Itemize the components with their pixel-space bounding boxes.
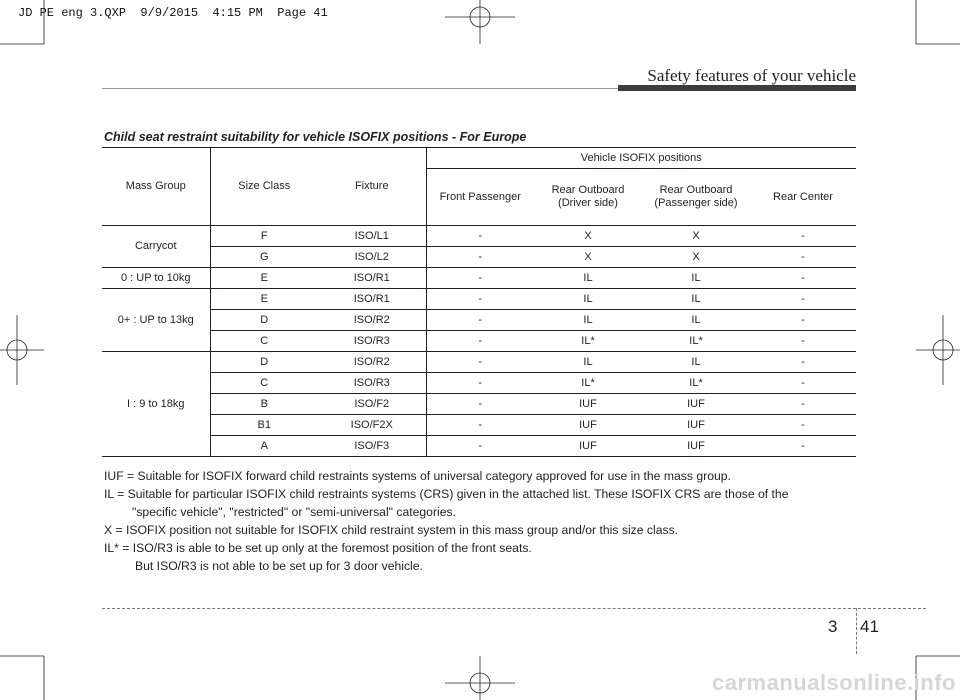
- table-cell: ISO/F3: [318, 436, 426, 457]
- table-cell: -: [426, 268, 534, 289]
- table-cell: D: [210, 310, 318, 331]
- table-cell: X: [642, 226, 750, 247]
- header-rear-outboard-driver-line1: Rear Outboard: [551, 184, 625, 196]
- table-row: [102, 394, 856, 415]
- legend-il-star-continued: But ISO/R3 is not able to be set up for 3 door vehicle.: [135, 559, 423, 573]
- table-cell: E: [210, 289, 318, 310]
- table-cell: D: [210, 352, 318, 373]
- table-cell: -: [750, 289, 856, 310]
- chapter-number: 3: [828, 617, 838, 636]
- mass-group-cell: Carrycot: [102, 226, 210, 268]
- table-cell: X: [534, 247, 642, 268]
- table-cell: IUF: [642, 436, 750, 457]
- mass-group-cell: I : 9 to 18kg: [102, 352, 210, 457]
- legend-il: IL = Suitable for particular ISOFIX child restraints systems (CRS) given in the attached list. These ISOFIX CRS are those of the: [104, 487, 789, 501]
- table-row: [102, 289, 856, 310]
- table-cell: IL*: [642, 331, 750, 352]
- table-cell: IUF: [534, 436, 642, 457]
- table-cell: ISO/R1: [318, 268, 426, 289]
- table-cell: -: [426, 436, 534, 457]
- table-cell: -: [426, 415, 534, 436]
- table-cell: IL: [534, 310, 642, 331]
- table-row: [102, 436, 856, 457]
- legend-x: X = ISOFIX position not suitable for ISOFIX child restraint system in this mass group and/or this size class.: [104, 523, 679, 537]
- header-rear-outboard-passenger-line2: (Passenger side): [654, 197, 738, 209]
- legend-il-continued: "specific vehicle", "restricted" or "semi-universal" categories.: [132, 505, 456, 519]
- table-cell: ISO/R3: [318, 331, 426, 352]
- legend-il-star: IL* = ISO/R3 is able to be set up only at the foremost position of the front seats.: [104, 541, 532, 555]
- table-cell: IL: [534, 289, 642, 310]
- table-cell: B: [210, 394, 318, 415]
- print-slug: JD PE eng 3.QXP 9/9/2015 4:15 PM Page 41: [18, 6, 328, 20]
- header-rear-outboard-passenger: [642, 169, 750, 226]
- footer-rule: [102, 608, 926, 609]
- table-cell: -: [750, 436, 856, 457]
- table-row: [102, 310, 856, 331]
- header-fixture: Fixture: [318, 148, 426, 226]
- table-cell: IL: [642, 310, 750, 331]
- table-cell: -: [750, 226, 856, 247]
- table-cell: ISO/R3: [318, 373, 426, 394]
- page-number-divider: [856, 608, 857, 654]
- section-title: Safety features of your vehicle: [647, 66, 856, 85]
- table-cell: -: [426, 373, 534, 394]
- table-cell: ISO/L2: [318, 247, 426, 268]
- table-cell: -: [750, 268, 856, 289]
- table-cell: -: [426, 331, 534, 352]
- title-bar: [618, 85, 856, 91]
- table-cell: E: [210, 268, 318, 289]
- table-cell: -: [426, 352, 534, 373]
- table-cell: ISO/R2: [318, 352, 426, 373]
- legend-iuf: IUF = Suitable for ISOFIX forward child restraints systems of universal category approved for use in the mass group.: [104, 469, 731, 483]
- table-cell: -: [426, 289, 534, 310]
- table-cell: ISO/R1: [318, 289, 426, 310]
- table-cell: IL*: [534, 331, 642, 352]
- table-cell: ISO/F2: [318, 394, 426, 415]
- table-cell: -: [426, 226, 534, 247]
- table-cell: IL: [642, 268, 750, 289]
- table-cell: IL: [642, 352, 750, 373]
- table-cell: C: [210, 331, 318, 352]
- table-cell: F: [210, 226, 318, 247]
- table-cell: IUF: [534, 394, 642, 415]
- table-row: [102, 415, 856, 436]
- table-cell: B1: [210, 415, 318, 436]
- table-cell: IUF: [642, 415, 750, 436]
- table-cell: -: [750, 394, 856, 415]
- table-cell: -: [426, 310, 534, 331]
- table-row: [102, 352, 856, 373]
- page-number: 41: [860, 617, 879, 636]
- table-cell: IL*: [642, 373, 750, 394]
- table-caption: Child seat restraint suitability for vehicle ISOFIX positions - For Europe: [104, 130, 527, 144]
- table-cell: -: [750, 415, 856, 436]
- table-cell: -: [426, 394, 534, 415]
- table-cell: X: [534, 226, 642, 247]
- table-cell: IUF: [534, 415, 642, 436]
- table-row: [102, 226, 856, 247]
- table-cell: X: [642, 247, 750, 268]
- table-cell: G: [210, 247, 318, 268]
- table-row: [102, 268, 856, 289]
- table-cell: ISO/L1: [318, 226, 426, 247]
- mass-group-cell: 0+ : UP to 13kg: [102, 289, 210, 352]
- header-rear-outboard-driver: [534, 169, 642, 226]
- table-cell: -: [750, 331, 856, 352]
- table-cell: IL: [534, 352, 642, 373]
- table-cell: -: [750, 247, 856, 268]
- table-row: [102, 247, 856, 268]
- table-cell: -: [750, 352, 856, 373]
- table-cell: ISO/F2X: [318, 415, 426, 436]
- header-rear-outboard-driver-line2: (Driver side): [558, 197, 618, 209]
- mass-group-cell: 0 : UP to 10kg: [102, 268, 210, 289]
- table-cell: -: [750, 310, 856, 331]
- header-mass-group: Mass Group: [102, 148, 210, 226]
- header-size-class: Size Class: [210, 148, 318, 226]
- table-row: [102, 331, 856, 352]
- isofix-suitability-table: [102, 147, 856, 457]
- table-cell: A: [210, 436, 318, 457]
- table-header-row: [102, 148, 856, 169]
- table-cell: ISO/R2: [318, 310, 426, 331]
- table-row: [102, 373, 856, 394]
- table-cell: IL*: [534, 373, 642, 394]
- header-rear-center: Rear Center: [750, 169, 856, 226]
- header-front-passenger: Front Passenger: [426, 169, 534, 226]
- header-vehicle-isofix-positions: Vehicle ISOFIX positions: [426, 148, 856, 169]
- table-cell: IL: [534, 268, 642, 289]
- table-cell: C: [210, 373, 318, 394]
- table-cell: -: [750, 373, 856, 394]
- watermark: carmanualsonline.info: [712, 670, 956, 695]
- header-rear-outboard-passenger-line1: Rear Outboard: [659, 184, 733, 196]
- table-cell: IUF: [642, 394, 750, 415]
- table-cell: IL: [642, 289, 750, 310]
- table-cell: -: [426, 247, 534, 268]
- legend-notes: [104, 467, 856, 575]
